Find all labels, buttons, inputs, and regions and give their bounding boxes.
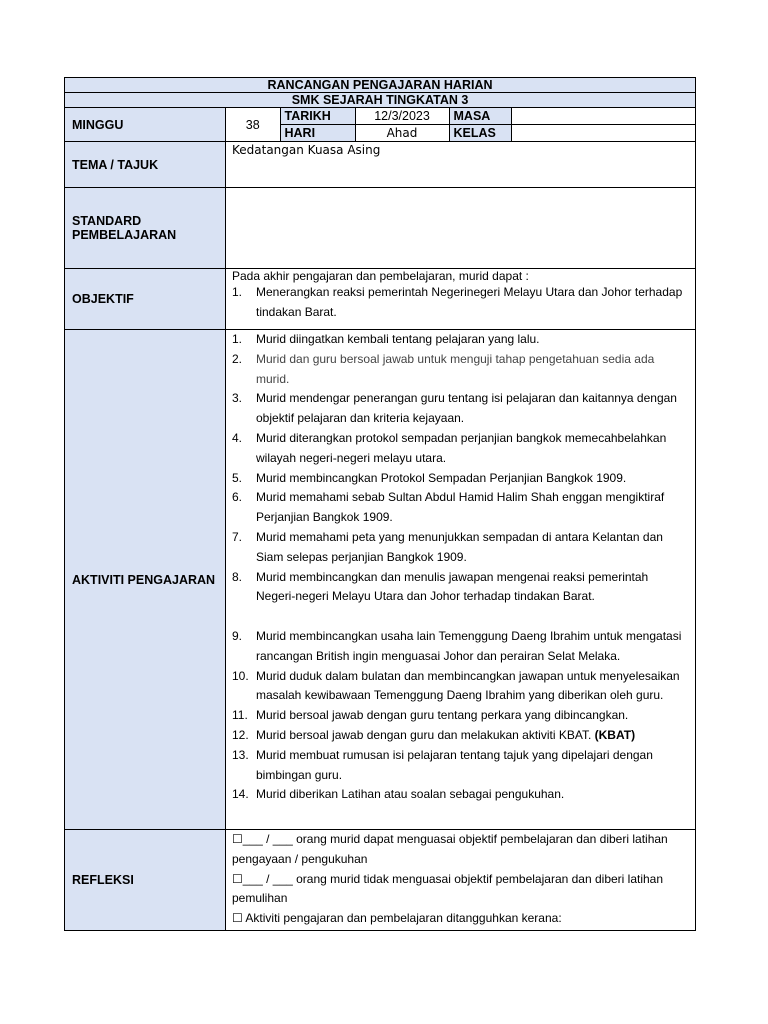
item-number: 8.	[232, 569, 243, 584]
item-text: Murid mendengar penerangan guru tentang isi pelajaran dan kaitannya dengan objektif pelajaran dan kriteria kejayaan.	[256, 391, 677, 426]
list-item	[232, 568, 689, 608]
refleksi-line[interactable]: ☐___ / ___ orang murid dapat menguasai objektif pembelajaran dan diberi latihan pengayaan / pengukuhan	[232, 832, 668, 866]
hari-label: HARI	[280, 125, 355, 142]
item-number: 1.	[232, 332, 243, 346]
item-number: 1.	[232, 285, 243, 299]
minggu-value: 38	[245, 117, 260, 132]
item-number: 9.	[232, 628, 243, 643]
list-item	[232, 429, 689, 469]
item-text: Murid memahami sebab Sultan Abdul Hamid Halim Shah enggan mengiktiraf Perjanjian Bangkok 1909.	[256, 490, 665, 525]
list-item	[232, 350, 689, 390]
standard-label: STANDARD PEMBELAJARAN	[65, 188, 226, 269]
list-item	[232, 469, 689, 489]
masa-value[interactable]	[511, 108, 695, 125]
kelas-label: KELAS	[449, 125, 511, 142]
item-number: 4.	[232, 430, 243, 445]
list-item	[232, 389, 689, 429]
item-number: 5.	[232, 470, 243, 485]
aktiviti-content	[226, 330, 696, 830]
tarikh-value[interactable]: 12/3/2023	[355, 108, 449, 125]
objektif-list	[232, 283, 689, 323]
item-number: 7.	[232, 529, 243, 544]
item-number: 12.	[232, 727, 249, 742]
list-item	[232, 746, 689, 786]
refleksi-content	[226, 830, 696, 931]
refleksi-label: REFLEKSI	[65, 830, 226, 931]
item-text: Murid dan guru bersoal jawab untuk menguji tahap pengetahuan sedia ada murid.	[256, 351, 655, 386]
objektif-content	[226, 269, 696, 330]
item-number: 11.	[232, 708, 248, 723]
plan-subtitle: SMK SEJARAH TINGKATAN 3	[65, 93, 696, 108]
refleksi-line[interactable]: ☐ Aktiviti pengajaran dan pembelajaran ditangguhkan kerana:	[232, 911, 562, 926]
item-text: Murid membincangkan usaha lain Temenggung Daeng Ibrahim untuk mengatasi rancangan British ingin menguasai Johor dan perairan Selat Melaka.	[256, 628, 682, 663]
item-text: Menerangkan reaksi pemerintah Negerinegeri Melayu Utara dan Johor terhadap tindakan Barat.	[256, 285, 683, 319]
item-text: Murid bersoal jawab dengan guru tentang perkara yang dibincangkan.	[256, 708, 629, 723]
item-text: Murid diberikan Latihan atau soalan sebagai pengukuhan.	[256, 787, 565, 802]
item-number: 2.	[232, 351, 243, 366]
item-number: 13.	[232, 747, 249, 762]
lesson-plan-table	[64, 77, 696, 931]
item-text: Murid bersoal jawab dengan guru dan melakukan aktiviti KBAT.	[256, 727, 592, 742]
item-text: Murid diterangkan protokol sempadan perjanjian bangkok memecahbelahkan wilayah negeri-negeri melayu utara.	[256, 430, 667, 465]
item-number: 10.	[232, 668, 249, 683]
list-item	[232, 528, 689, 568]
objektif-label: OBJEKTIF	[65, 269, 226, 330]
list-item	[232, 726, 689, 746]
list-item	[232, 785, 689, 805]
item-text: Murid membuat rumusan isi pelajaran tentang tajuk yang dipelajari dengan bimbingan guru.	[256, 747, 653, 782]
aktiviti-label: AKTIVITI PENGAJARAN	[65, 330, 226, 830]
item-text: Murid membincangkan Protokol Sempadan Perjanjian Bangkok 1909.	[256, 470, 627, 485]
item-number: 6.	[232, 490, 243, 505]
tema-label: TEMA / TAJUK	[65, 142, 226, 188]
list-item	[232, 283, 689, 323]
plan-title: RANCANGAN PENGAJARAN HARIAN	[65, 78, 696, 93]
list-item	[232, 330, 689, 350]
minggu-label: MINGGU	[65, 108, 226, 142]
aktiviti-list	[232, 330, 689, 805]
tema-value[interactable]: Kedatangan Kuasa Asing	[226, 142, 696, 188]
list-item	[232, 488, 689, 528]
hari-value[interactable]: Ahad	[355, 125, 449, 142]
kbat-tag: (KBAT)	[594, 727, 636, 742]
item-number: 3.	[232, 391, 243, 406]
info-grid	[226, 108, 695, 141]
kelas-value[interactable]	[511, 125, 695, 142]
list-item	[232, 627, 689, 667]
item-text: Murid memahami peta yang menunjukkan sempadan di antara Kelantan dan Siam selepas perjanjian Bangkok 1909.	[256, 529, 663, 564]
item-text: Murid diingatkan kembali tentang pelajaran yang lalu.	[256, 332, 540, 346]
list-item	[232, 706, 689, 726]
refleksi-line[interactable]: ☐___ / ___ orang murid tidak menguasai objektif pembelajaran dan diberi latihan pemulihan	[232, 871, 664, 906]
item-text: Murid membincangkan dan menulis jawapan mengenai reaksi pemerintah Negeri-negeri Melayu Utara dan Johor terhadap tindakan Barat.	[256, 569, 649, 604]
list-item	[232, 667, 689, 707]
objektif-intro: Pada akhir pengajaran dan pembelajaran, murid dapat :	[232, 269, 529, 283]
standard-value[interactable]	[226, 188, 696, 269]
item-text: Murid duduk dalam bulatan dan membincangkan jawapan untuk menyelesaikan masalah kewibawaan Temenggung Daeng Ibrahim yang diberikan oleh guru.	[256, 668, 680, 703]
item-number: 14.	[232, 787, 249, 802]
tarikh-label: TARIKH	[280, 108, 355, 125]
masa-label: MASA	[449, 108, 511, 125]
